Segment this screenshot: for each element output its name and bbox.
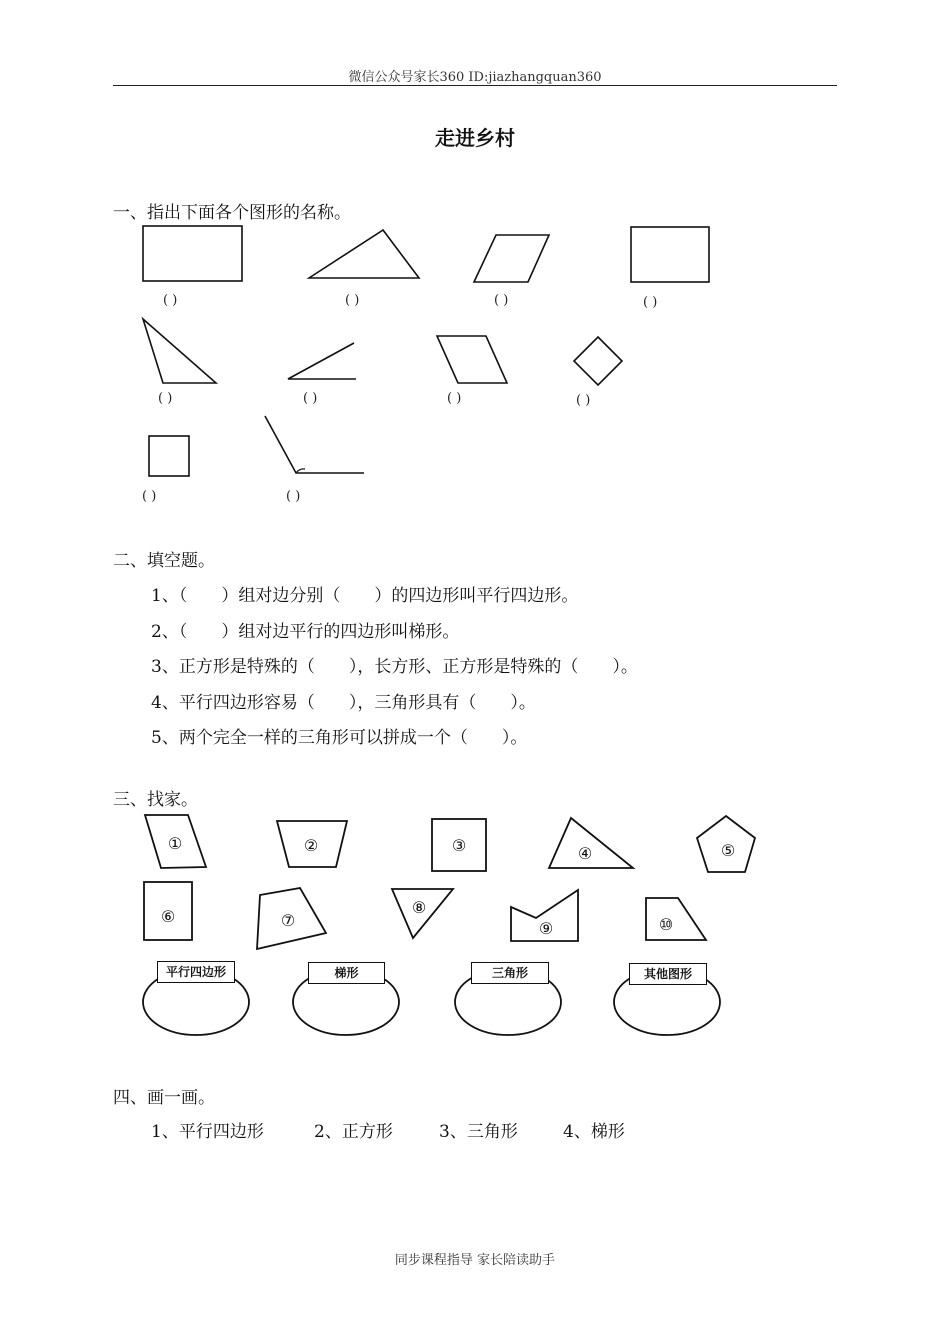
shape-7-number: ⑦ bbox=[280, 911, 296, 930]
draw-item-3: 3、三角形 bbox=[439, 1122, 518, 1142]
section-1-heading: 一、指出下面各个图形的名称。 bbox=[113, 203, 351, 223]
home-4-label: 其他图形 bbox=[629, 963, 707, 985]
page-title: 走进乡村 bbox=[435, 126, 515, 150]
home-2-label: 梯形 bbox=[308, 962, 385, 984]
section-4-heading: 四、画一画。 bbox=[113, 1088, 215, 1108]
fill-item-1: 1、（ ）组对边分别（ ）的四边形叫平行四边形。 bbox=[151, 586, 579, 606]
shape-3-number: ③ bbox=[451, 836, 467, 855]
page-header: 微信公众号家长360 ID:jiazhangquan360 bbox=[348, 70, 602, 85]
shape-9-number: ⑨ bbox=[538, 919, 554, 938]
shape-1-number: ① bbox=[167, 834, 183, 853]
shape-10-number: ⑩ bbox=[658, 915, 674, 934]
draw-item-1: 1、平行四边形 bbox=[151, 1122, 264, 1142]
fill-item-5: 5、两个完全一样的三角形可以拼成一个（ ）。 bbox=[151, 728, 528, 748]
blank-8[interactable]: ( ) bbox=[576, 393, 591, 408]
blank-10[interactable]: ( ) bbox=[286, 489, 301, 504]
shape-6-number: ⑥ bbox=[160, 907, 176, 926]
blank-4[interactable]: ( ) bbox=[643, 295, 658, 310]
shape-4-number: ④ bbox=[577, 844, 593, 863]
draw-item-2: 2、正方形 bbox=[314, 1122, 393, 1142]
draw-item-4: 4、梯形 bbox=[563, 1122, 625, 1142]
blank-3[interactable]: ( ) bbox=[494, 293, 509, 308]
blank-5[interactable]: ( ) bbox=[158, 391, 173, 406]
blank-1[interactable]: ( ) bbox=[163, 293, 178, 308]
shape-2-number: ② bbox=[303, 836, 319, 855]
home-1-label: 平行四边形 bbox=[157, 961, 235, 983]
blank-9[interactable]: ( ) bbox=[142, 489, 157, 504]
shape-5-number: ⑤ bbox=[720, 841, 736, 860]
section-3-heading: 三、找家。 bbox=[113, 790, 198, 810]
page-footer: 同步课程指导 家长陪读助手 bbox=[394, 1253, 556, 1268]
blank-7[interactable]: ( ) bbox=[447, 391, 462, 406]
blank-2[interactable]: ( ) bbox=[345, 293, 360, 308]
section-2-heading: 二、填空题。 bbox=[113, 551, 215, 571]
home-3-label: 三角形 bbox=[471, 962, 549, 984]
fill-item-4: 4、平行四边形容易（ ），三角形具有（ ）。 bbox=[151, 693, 536, 713]
fill-item-3: 3、正方形是特殊的（ ），长方形、正方形是特殊的（ ）。 bbox=[151, 657, 638, 677]
blank-6[interactable]: ( ) bbox=[303, 391, 318, 406]
fill-item-2: 2、（ ）组对边平行的四边形叫梯形。 bbox=[151, 622, 460, 642]
shape-8-number: ⑧ bbox=[411, 898, 427, 917]
